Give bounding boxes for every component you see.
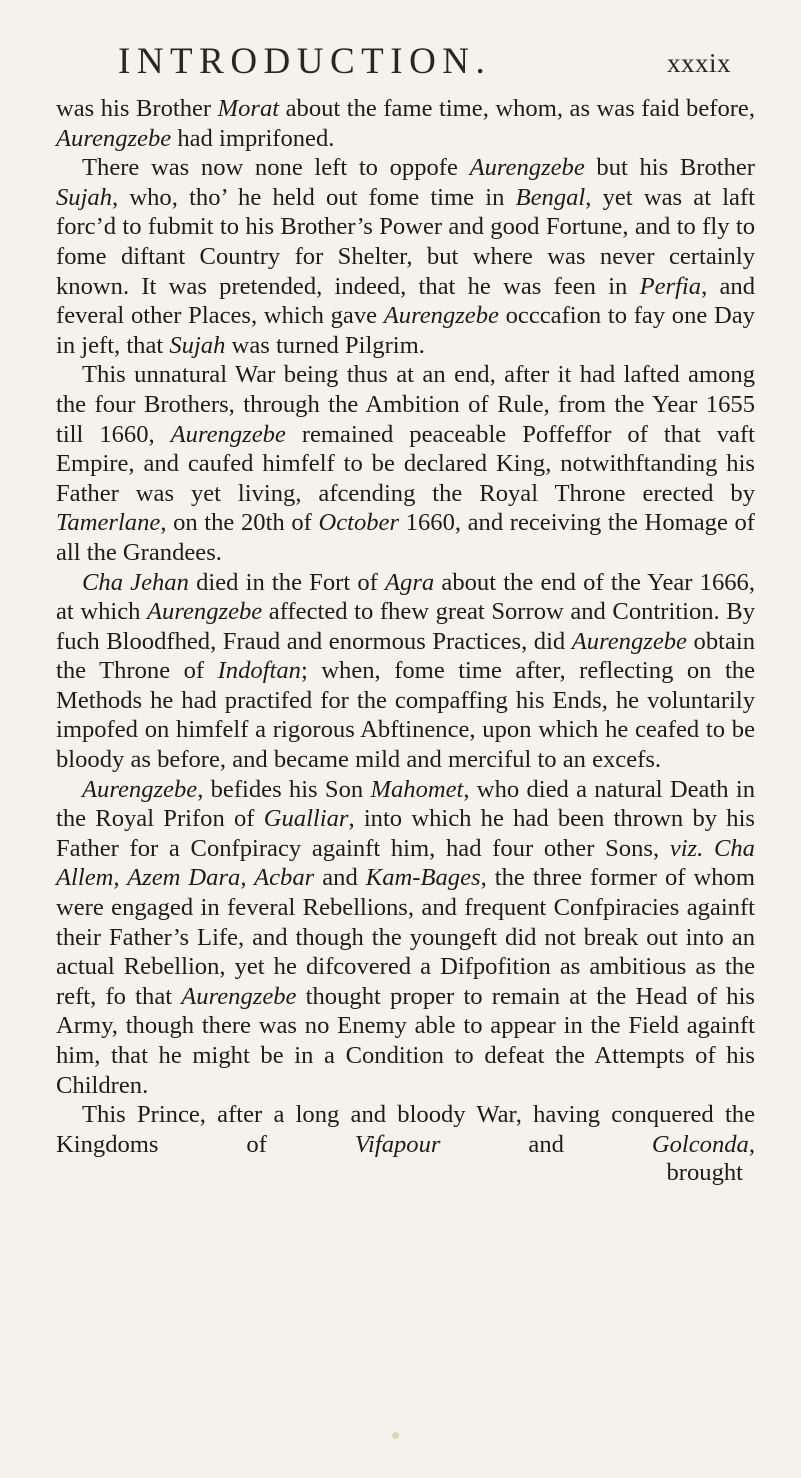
italic-name: Kam-Bages xyxy=(365,864,481,892)
text-run: , who, tho’ he held out fome time in xyxy=(112,183,516,211)
italic-name: viz. Cha Allem, Azem Dara, Acbar xyxy=(56,834,755,892)
italic-name: Aurengzebe xyxy=(56,124,172,152)
italic-name: Tamerlane xyxy=(56,509,161,537)
italic-name: Sujah xyxy=(56,183,113,211)
text-run: was turned Pilgrim. xyxy=(225,331,425,359)
catchword: brought xyxy=(666,1159,743,1187)
text-run: 1660, and receiving the Homage of all the Grandees. xyxy=(56,509,755,566)
text-run: , xyxy=(748,1130,756,1158)
text-run: , the three former of whom were engaged in feveral Rebellions, and frequent Confpiracies againft their Father’s Life, and though the youngeft did not break out into an actual Rebellion, yet he difcovered a Difpofition as ambitious as the reft, fo that xyxy=(56,864,755,1010)
page-title: INTRODUCTION. xyxy=(118,41,492,82)
text-run: This unnatural War being thus at an end, after it had lafted among the four Brothers, through the Ambition of Rule, from the Year 1655 till 1660, xyxy=(56,361,755,448)
italic-name: Gualliar xyxy=(263,805,349,833)
paragraph-5 xyxy=(56,775,755,1101)
text-run: , who died a natural Death in the Royal Prifon of xyxy=(56,775,755,833)
italic-name: Bengal xyxy=(515,183,586,211)
page-number: xxxix xyxy=(666,48,731,78)
text-run: thought proper to remain at the Head of his Army, though there was no Enemy able to appear in the Field againft him, that he might be in a Condition to defeat the Attempts of his Children. xyxy=(56,982,755,1099)
text-run: died in the Fort of xyxy=(188,568,386,596)
italic-name: Aurengzebe xyxy=(170,420,286,448)
italic-name: Sujah xyxy=(169,331,226,359)
paragraph-4 xyxy=(56,568,755,775)
italic-name: Golconda xyxy=(651,1130,749,1158)
italic-name: Mahomet xyxy=(370,775,464,803)
text-run: , and feveral other Places, which gave xyxy=(56,272,755,330)
text-run: obtain the Throne of xyxy=(56,627,755,685)
italic-name: Aurengzebe xyxy=(571,627,687,655)
italic-name: Perfia xyxy=(639,272,702,300)
text-run: , into which he had been thrown by his Father for a Confpiracy againft him, had four other Sons, xyxy=(56,805,755,862)
text-run: There was now none left to oppofe xyxy=(82,154,470,182)
italic-name: Indoftan xyxy=(217,657,301,685)
italic-name: Cha Jehan xyxy=(82,568,189,596)
running-head xyxy=(56,40,755,92)
text-run: , befides his Son xyxy=(197,775,371,803)
italic-name: October xyxy=(318,509,400,537)
paragraph-3 xyxy=(56,360,755,567)
italic-name: Aurengzebe xyxy=(383,302,499,330)
text-run: , on the 20th of xyxy=(160,509,319,537)
text-run: and xyxy=(440,1130,652,1158)
text-run: ; when, fome time after, reflecting on the Methods he had practifed for the compaffing his Ends, he voluntarily impofed on himfelf a rigorous Abftinence, upon which he ceafed to be bloody as before, and became mild and merciful to an excefs. xyxy=(56,657,755,774)
text-run: occcafion to fay one Day in jeft, that xyxy=(56,302,755,359)
text-run: affected to fhew great Sorrow and Contrition. By fuch Bloodfhed, Fraud and enormous Practices, did xyxy=(56,598,755,655)
italic-name: Aurengzebe xyxy=(181,982,297,1010)
body-text xyxy=(56,94,755,1159)
text-run: remained peaceable Poffeffor of that vaft Empire, and caufed himfelf to be declared King, notwithftanding his Father was yet living, afcending the Royal Throne erected by xyxy=(56,420,755,507)
text-run: This Prince, after a long and bloody War, having conquered the Kingdoms of xyxy=(56,1101,755,1158)
paragraph-2 xyxy=(56,153,755,360)
italic-name: Agra xyxy=(385,568,435,596)
paragraph-6 xyxy=(56,1100,755,1159)
italic-name: Aurengzebe xyxy=(469,154,585,182)
text-run: had imprifoned. xyxy=(171,124,335,152)
paragraph-1 xyxy=(56,94,755,153)
text-run: was his Brother xyxy=(56,95,218,122)
italic-name: Morat xyxy=(217,95,280,122)
scan-speck xyxy=(392,1432,399,1439)
italic-name: Vifapour xyxy=(354,1130,441,1158)
text-run: about the fame time, whom, as was faid before, xyxy=(279,95,755,122)
italic-name: Aurengzebe xyxy=(147,598,263,626)
text-run: about the end of the Year 1666, at which xyxy=(56,568,755,626)
text-run: but his Brother xyxy=(584,154,756,182)
text-run: and xyxy=(314,864,366,892)
italic-name: Aurengzebe xyxy=(82,775,198,803)
text-run: , yet was at laft forc’d to fubmit to his Brother’s Power and good Fortune, and to fly to fome diftant Country for Shelter, but where was never certainly known. It was pretended, indeed, that he was feen in xyxy=(56,183,755,300)
